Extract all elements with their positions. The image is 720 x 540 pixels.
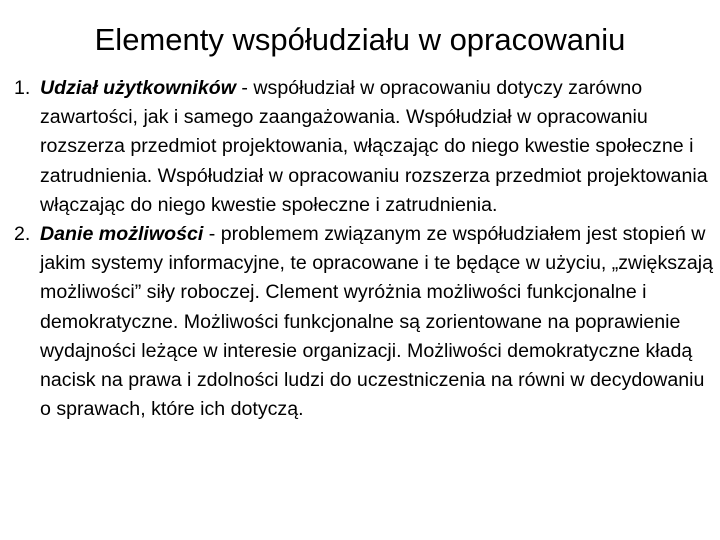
list-item-user-participation (14, 74, 714, 220)
slide-title: Elementy współudziału w opracowaniu (94, 22, 626, 57)
bullet-list (14, 74, 714, 424)
list-item-number: 2. (14, 223, 31, 246)
list-item-term: Udział użytkowników (40, 77, 236, 99)
list-item-empowerment (14, 220, 714, 424)
list-item-number: 1. (14, 77, 31, 99)
list-item-text: - współudział w opracowaniu dotyczy zarówno zawartości, jak i samego zaangażowania. Współudział w opracowaniu rozszerza przedmiot projektowania, włączając do niego kwestie społeczne i zatrudnienia. Współudział w opracowaniu rozszerza przedmiot projektowania włączając do niego kwestie społeczne i zatrudnienia. (40, 77, 708, 216)
list-item-term: Danie możliwości (40, 223, 204, 246)
list-item-text: - problemem związanym ze współudziałem jest stopień w jakim systemy informacyjne, te opracowane i te będące w użyciu, „zwiększają możliwości” siły roboczej. Clement wyróżnia możliwości funkcjonalne i demokratyczne. Możliwości funkcjonalne są zorientowane na poprawienie wydajności leżące w interesie organizacji. Możliwości demokratyczne kładą nacisk na prawa i zdolności ludzi do uczestniczenia na równi w decydowaniu o sprawach, które ich dotyczą. (40, 223, 713, 421)
